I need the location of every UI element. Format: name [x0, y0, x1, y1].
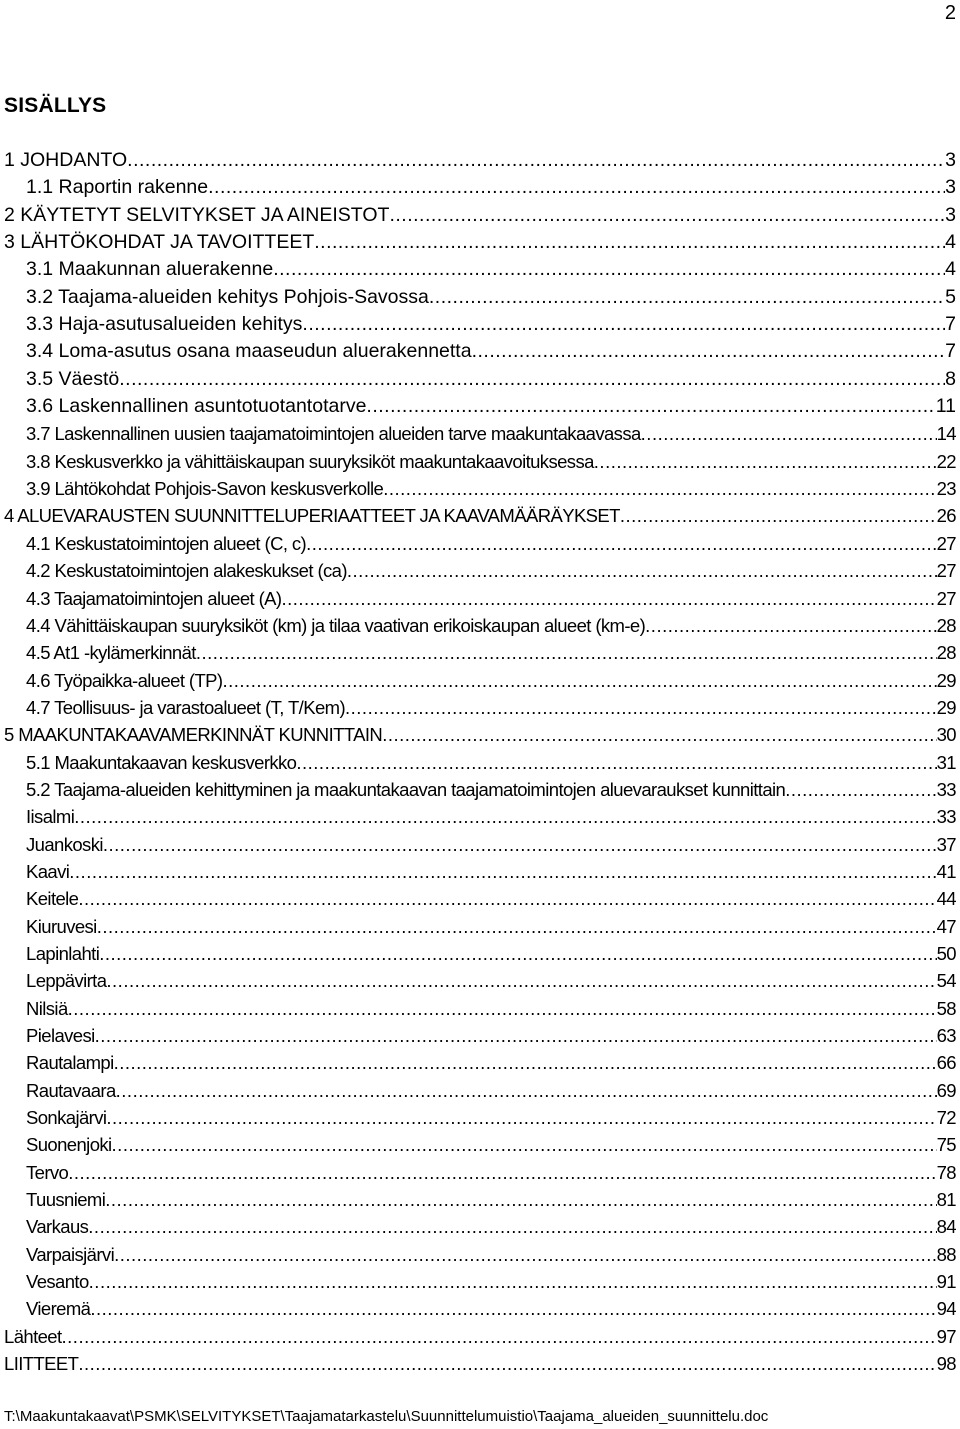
toc-dot-leader: [105, 1186, 936, 1213]
toc-entry-page: 84: [936, 1216, 956, 1238]
toc-entry-title: Vieremä: [26, 1298, 91, 1320]
toc-dot-leader: [273, 256, 945, 283]
toc-entry[interactable]: [0, 803, 956, 830]
toc-entry-title: 4.4 Vähittäiskaupan suuryksiköt (km) ja tilaa vaativan erikoiskaupan alueet (km-e): [26, 614, 646, 636]
toc-dot-leader: [306, 530, 936, 557]
toc-entry-title: Varkaus: [26, 1216, 89, 1238]
toc-dot-leader: [78, 885, 936, 912]
toc-entry-page: 27: [936, 532, 956, 554]
toc-dot-leader: [106, 967, 936, 994]
toc-entry-page: 94: [936, 1298, 956, 1320]
toc-entry-page: 7: [945, 340, 956, 363]
toc-dot-leader: [281, 585, 936, 612]
toc-dot-leader: [345, 694, 937, 721]
toc-entry-title: Suonenjoki: [26, 1134, 112, 1156]
toc-entry-title: 3.8 Keskusverkko ja vähittäiskaupan suuryksiköt maakuntakaavoituksessa: [26, 450, 594, 472]
toc-entry-title: LIITTEET: [4, 1353, 79, 1375]
toc-entry[interactable]: [0, 1049, 956, 1076]
toc-entry-title: Iisalmi: [26, 806, 75, 828]
toc-entry-page: 28: [936, 642, 956, 664]
toc-dot-leader: [97, 913, 937, 940]
toc-entry-title: Keitele: [26, 888, 79, 910]
toc-entry[interactable]: [0, 667, 956, 694]
toc-dot-leader: [645, 612, 936, 639]
table-of-contents: [0, 147, 956, 1377]
toc-dot-leader: [366, 393, 935, 420]
toc-dot-leader: [99, 940, 936, 967]
toc-dot-leader: [90, 1295, 936, 1322]
toc-entry-page: 27: [936, 587, 956, 609]
toc-entry[interactable]: [0, 557, 956, 584]
toc-entry-page: 97: [936, 1325, 956, 1347]
toc-entry-page: 26: [936, 505, 956, 527]
toc-entry-title: 3.6 Laskennallinen asuntotuotantotarve: [26, 395, 367, 418]
toc-dot-leader: [347, 557, 937, 584]
toc-dot-leader: [641, 420, 937, 447]
toc-entry-title: 3.4 Loma-asutus osana maaseudun aluerakennetta: [26, 340, 472, 363]
toc-entry-page: 75: [936, 1134, 956, 1156]
toc-entry-title: 3 LÄHTÖKOHDAT JA TAVOITTEET: [4, 231, 315, 254]
toc-entry[interactable]: [0, 1268, 956, 1295]
toc-entry-title: 4.1 Keskustatoimintojen alueet (C, c): [26, 532, 307, 554]
toc-entry-page: 29: [936, 669, 956, 691]
toc-entry-title: Sonkajärvi: [26, 1107, 107, 1129]
toc-entry-title: 2 KÄYTETYT SELVITYKSET JA AINEISTOT: [4, 203, 390, 226]
toc-entry-page: 44: [936, 888, 956, 910]
toc-dot-leader: [103, 831, 937, 858]
toc-entry-title: 4 ALUEVARAUSTEN SUUNNITTELUPERIAATTEET JA KAAVAMÄÄRÄYKSET: [4, 505, 620, 527]
toc-entry-title: 3.1 Maakunnan aluerakenne: [26, 258, 274, 281]
toc-entry[interactable]: [0, 694, 956, 721]
toc-dot-leader: [620, 502, 937, 529]
toc-entry-page: 66: [936, 1052, 956, 1074]
toc-entry[interactable]: [0, 448, 956, 475]
toc-entry-title: 4.3 Taajamatoimintojen alueet (A): [26, 587, 282, 609]
toc-entry[interactable]: [0, 366, 956, 393]
toc-entry-page: 3: [945, 203, 956, 226]
toc-entry-page: 78: [936, 1161, 956, 1183]
toc-entry-page: 22: [936, 450, 956, 472]
toc-dot-leader: [69, 858, 936, 885]
toc-entry-page: 58: [936, 997, 956, 1019]
toc-entry-page: 14: [936, 423, 956, 445]
toc-entry-title: 4.6 Työpaikka-alueet (TP): [26, 669, 223, 691]
toc-entry-title: 3.7 Laskennallinen uusien taajamatoimintojen alueiden tarve maakuntakaavassa: [26, 423, 641, 445]
toc-entry[interactable]: [0, 776, 956, 803]
toc-entry-title: Vesanto: [26, 1271, 89, 1293]
toc-entry[interactable]: [0, 1241, 956, 1268]
toc-entry[interactable]: [0, 1131, 956, 1158]
toc-entry[interactable]: [0, 256, 956, 283]
toc-dot-leader: [106, 1104, 936, 1131]
toc-entry-page: 30: [936, 724, 956, 746]
toc-entry[interactable]: [0, 1213, 956, 1240]
toc-dot-leader: [429, 284, 945, 311]
toc-entry-title: 3.3 Haja-asutusalueiden kehitys: [26, 313, 303, 336]
toc-entry[interactable]: [0, 338, 956, 365]
toc-entry[interactable]: [0, 174, 956, 201]
toc-entry[interactable]: [0, 1159, 956, 1186]
toc-entry[interactable]: [0, 475, 956, 502]
toc-entry-page: 33: [936, 806, 956, 828]
toc-entry-page: 23: [936, 478, 956, 500]
toc-dot-leader: [208, 174, 945, 201]
toc-entry-page: 8: [945, 367, 956, 390]
toc-dot-leader: [119, 366, 945, 393]
toc-dot-leader: [389, 202, 945, 229]
toc-entry-title: 4.5 At1 -kylämerkinnät: [26, 642, 196, 664]
toc-entry-page: 4: [945, 258, 956, 281]
toc-heading: SISÄLLYS: [4, 94, 107, 117]
toc-entry-page: 37: [936, 833, 956, 855]
toc-dot-leader: [196, 639, 937, 666]
toc-entry[interactable]: [0, 311, 956, 338]
toc-entry[interactable]: [0, 284, 956, 311]
toc-entry-title: Kaavi: [26, 860, 70, 882]
toc-dot-leader: [472, 338, 946, 365]
toc-dot-leader: [383, 475, 936, 502]
toc-entry-page: 88: [936, 1243, 956, 1265]
toc-entry[interactable]: [0, 749, 956, 776]
toc-entry-title: Lapinlahti: [26, 942, 100, 964]
toc-dot-leader: [62, 1323, 937, 1350]
toc-entry[interactable]: [0, 1104, 956, 1131]
toc-dot-leader: [89, 1268, 937, 1295]
toc-dot-leader: [116, 1077, 937, 1104]
toc-entry[interactable]: [0, 940, 956, 967]
toc-entry-title: 5 MAAKUNTAKAAVAMERKINNÄT KUNNITTAIN: [4, 724, 383, 746]
toc-dot-leader: [74, 803, 936, 830]
toc-entry-title: 3.2 Taajama-alueiden kehitys Pohjois-Savossa: [26, 285, 429, 308]
toc-entry[interactable]: [0, 1186, 956, 1213]
toc-dot-leader: [68, 995, 937, 1022]
toc-entry-title: Lähteet: [4, 1325, 62, 1347]
toc-entry-title: 3.5 Väestö: [26, 367, 120, 390]
toc-dot-leader: [785, 776, 936, 803]
toc-entry-page: 50: [936, 942, 956, 964]
toc-entry-title: Kiuruvesi: [26, 915, 97, 937]
toc-entry-page: 33: [936, 778, 956, 800]
toc-dot-leader: [302, 311, 945, 338]
footer-file-path: T:\Maakuntakaavat\PSMK\SELVITYKSET\Taajamatarkastelu\Suunnittelumuistio\Taajama_alueiden_suunnittelu.doc: [4, 1408, 769, 1425]
toc-entry-page: 69: [936, 1079, 956, 1101]
toc-entry[interactable]: [0, 147, 956, 174]
toc-entry-page: 81: [936, 1189, 956, 1211]
toc-dot-leader: [296, 749, 936, 776]
toc-dot-leader: [223, 667, 937, 694]
toc-entry-page: 5: [945, 285, 956, 308]
toc-entry[interactable]: [0, 721, 956, 748]
toc-entry-page: 29: [936, 696, 956, 718]
toc-entry-title: 5.1 Maakuntakaavan keskusverkko: [26, 751, 297, 773]
toc-entry[interactable]: [0, 612, 956, 639]
toc-entry-title: Varpaisjärvi: [26, 1243, 115, 1265]
toc-entry[interactable]: [0, 393, 956, 420]
toc-entry[interactable]: [0, 1022, 956, 1049]
toc-entry[interactable]: [0, 585, 956, 612]
toc-dot-leader: [114, 1049, 937, 1076]
toc-entry[interactable]: [0, 995, 956, 1022]
toc-entry[interactable]: [0, 967, 956, 994]
toc-dot-leader: [114, 1241, 937, 1268]
toc-entry-title: 1 JOHDANTO: [4, 149, 128, 171]
toc-entry-page: 63: [936, 1025, 956, 1046]
toc-dot-leader: [127, 147, 945, 174]
toc-entry-title: Pielavesi: [26, 1025, 95, 1046]
toc-entry-title: Tervo: [26, 1161, 69, 1183]
toc-entry[interactable]: [0, 229, 956, 256]
toc-entry-page: 41: [936, 860, 956, 882]
toc-entry[interactable]: [0, 1350, 956, 1377]
toc-entry-page: 4: [945, 231, 956, 254]
toc-entry-title: 3.9 Lähtökohdat Pohjois-Savon keskusverkolle: [26, 478, 384, 500]
toc-dot-leader: [314, 229, 945, 256]
toc-entry[interactable]: [0, 885, 956, 912]
toc-entry-page: 3: [945, 176, 956, 199]
toc-entry-title: Rautavaara: [26, 1079, 116, 1101]
toc-entry[interactable]: [0, 1295, 956, 1322]
toc-entry-title: Nilsiä: [26, 997, 68, 1019]
toc-entry-title: Juankoski: [26, 833, 103, 855]
toc-entry-page: 3: [945, 149, 956, 171]
toc-entry-page: 11: [935, 395, 956, 418]
toc-dot-leader: [68, 1159, 936, 1186]
toc-entry[interactable]: [0, 858, 956, 885]
toc-entry-page: 7: [945, 313, 956, 336]
toc-entry[interactable]: [0, 1323, 956, 1350]
toc-entry[interactable]: [0, 639, 956, 666]
toc-entry-page: 28: [936, 614, 956, 636]
toc-dot-leader: [112, 1131, 937, 1158]
toc-entry-page: 72: [936, 1107, 956, 1129]
toc-dot-leader: [88, 1213, 936, 1240]
toc-entry-title: 5.2 Taajama-alueiden kehittyminen ja maakuntakaavan taajamatoimintojen aluevaraukset kunnittain: [26, 778, 786, 800]
toc-entry-title: Leppävirta: [26, 970, 107, 992]
toc-dot-leader: [382, 721, 936, 748]
toc-entry[interactable]: [0, 530, 956, 557]
toc-entry-title: 4.7 Teollisuus- ja varastoalueet (T, T/Kem): [26, 696, 346, 718]
toc-entry-page: 47: [936, 915, 956, 937]
toc-dot-leader: [594, 448, 937, 475]
toc-entry[interactable]: [0, 831, 956, 858]
toc-entry-page: 27: [936, 560, 956, 582]
toc-entry-title: Tuusniemi: [26, 1189, 106, 1211]
toc-entry[interactable]: [0, 202, 956, 229]
toc-entry[interactable]: [0, 913, 956, 940]
page-number: 2: [944, 2, 956, 24]
toc-entry-title: 4.2 Keskustatoimintojen alakeskukset (ca): [26, 560, 347, 582]
toc-entry[interactable]: [0, 502, 956, 529]
toc-entry-page: 31: [936, 751, 956, 773]
toc-entry[interactable]: [0, 420, 956, 447]
toc-entry-title: Rautalampi: [26, 1052, 114, 1074]
toc-entry-page: 91: [936, 1271, 956, 1293]
toc-entry-page: 54: [936, 970, 956, 992]
toc-dot-leader: [95, 1022, 937, 1049]
toc-entry[interactable]: [0, 1077, 956, 1104]
toc-entry-page: 98: [936, 1353, 956, 1375]
toc-entry-title: 1.1 Raportin rakenne: [26, 176, 209, 199]
toc-dot-leader: [78, 1350, 936, 1377]
